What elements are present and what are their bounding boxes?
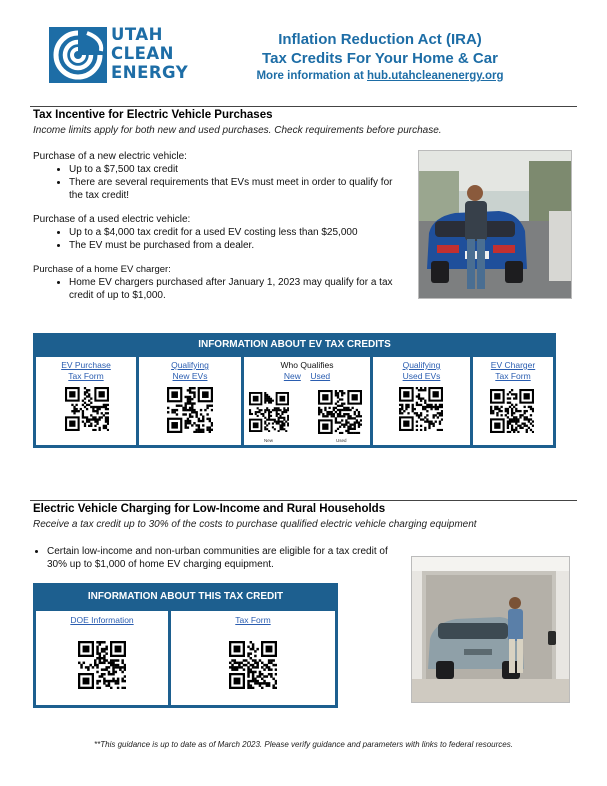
section-2-title: Electric Vehicle Charging for Low-Income and Rural Households: [33, 503, 386, 515]
this-tax-credit-box: [33, 583, 338, 708]
qualifying-used-evs-link[interactable]: Qualifying Used EVs: [402, 360, 441, 381]
man-in-garage-photo: [411, 556, 570, 703]
section-1-body: [33, 150, 403, 302]
hub-link[interactable]: hub.utahcleanenergy.org: [367, 70, 504, 82]
qr-code-icon: [65, 387, 109, 431]
header-more-info: [215, 68, 545, 84]
tax-form-link[interactable]: Tax Form: [235, 615, 271, 625]
who-qualifies-label: Who Qualifies: [280, 360, 334, 370]
ev-tax-credits-box: [33, 333, 556, 448]
qr-code-icon: [249, 392, 289, 432]
section-2-body: [33, 545, 403, 571]
man-with-ev-photo: [418, 150, 572, 299]
this-tax-credit-box-title: INFORMATION ABOUT THIS TAX CREDIT: [87, 591, 284, 602]
more-info-prefix: More information at: [256, 70, 367, 82]
qr-code-icon: [78, 641, 126, 689]
tax-form-cell: [171, 611, 335, 705]
garage-photo-illustration: [412, 557, 569, 702]
section-2-subtitle: Receive a tax credit up to 30% of the costs to purchase qualified electric vehicle charging equipment: [33, 519, 477, 530]
section-1-rule: [30, 106, 577, 107]
qualifying-used-evs-cell: [373, 357, 470, 445]
qr-code-icon: [167, 387, 213, 433]
list-item: • Certain low-income and non-urban communities are eligible for a tax credit of 30% up to $1,000 of home EV charging equipment.: [47, 545, 403, 571]
ev-purchase-tax-form-link[interactable]: EV Purchase Tax Form: [61, 360, 111, 381]
doe-information-link[interactable]: DOE Information: [70, 615, 134, 625]
qr-code-icon: [490, 389, 534, 433]
qualifying-new-evs-link[interactable]: Qualifying New EVs: [171, 360, 209, 381]
qr-caption-new: New: [264, 438, 274, 443]
qr-code-icon: [399, 387, 443, 431]
section-1-subtitle: Income limits apply for both new and used purchases. Check requirements before purchase.: [33, 125, 442, 136]
qr-caption-used: Used: [336, 438, 347, 443]
ev-tax-credits-box-title: INFORMATION ABOUT EV TAX CREDITS: [198, 339, 391, 350]
doe-information-cell: [36, 611, 168, 705]
page-header: [215, 30, 545, 84]
logo-line-1: UTAH: [111, 25, 163, 44]
charger-list: [33, 276, 403, 302]
qualifying-new-evs-cell: [139, 357, 241, 445]
section-2-list: [33, 545, 403, 571]
header-title-1: Inflation Reduction Act (IRA): [278, 31, 482, 48]
list-item: • Up to a $7,500 tax credit: [69, 163, 403, 176]
qr-code-icon: [318, 390, 362, 434]
list-item: • Up to a $4,000 tax credit for a used EV costing less than $25,000: [69, 226, 403, 239]
new-ev-list: [33, 163, 403, 202]
who-qualifies-cell: [244, 357, 370, 445]
used-ev-list: [33, 226, 403, 252]
header-title-2: Tax Credits For Your Home & Car: [262, 50, 498, 67]
charger-heading: Purchase of a home EV charger:: [33, 264, 171, 275]
logo-swirl-icon: [49, 27, 107, 83]
qr-code-icon: [229, 641, 277, 689]
new-ev-heading: Purchase of a new electric vehicle:: [33, 151, 187, 162]
who-qualifies-used-link[interactable]: Used: [310, 371, 331, 381]
footnote: **This guidance is up to date as of March 2023. Please verify guidance and parameters with links to federal resources.: [94, 740, 513, 749]
logo-line-3: ENERGY: [111, 63, 189, 82]
section-1-title: Tax Incentive for Electric Vehicle Purchases: [33, 109, 273, 121]
section-2-rule: [30, 500, 577, 501]
logo-line-2: CLEAN: [111, 44, 174, 63]
list-item: • The EV must be purchased from a dealer.: [69, 239, 403, 252]
utah-clean-energy-logo: [49, 25, 199, 87]
ev-purchase-tax-form-cell: [36, 357, 136, 445]
who-qualifies-new-link[interactable]: New: [283, 371, 301, 381]
ev-charger-tax-form-cell: [473, 357, 553, 445]
list-item: • There are several requirements that EVs must meet in order to qualify for the tax credit!: [69, 176, 403, 202]
ev-photo-illustration: [419, 151, 571, 298]
used-ev-heading: Purchase of a used electric vehicle:: [33, 214, 191, 225]
list-item: • Home EV chargers purchased after January 1, 2023 may qualify for a tax credit of up to $1,000.: [69, 276, 403, 302]
ev-charger-tax-form-link[interactable]: EV Charger Tax Form: [490, 360, 536, 381]
